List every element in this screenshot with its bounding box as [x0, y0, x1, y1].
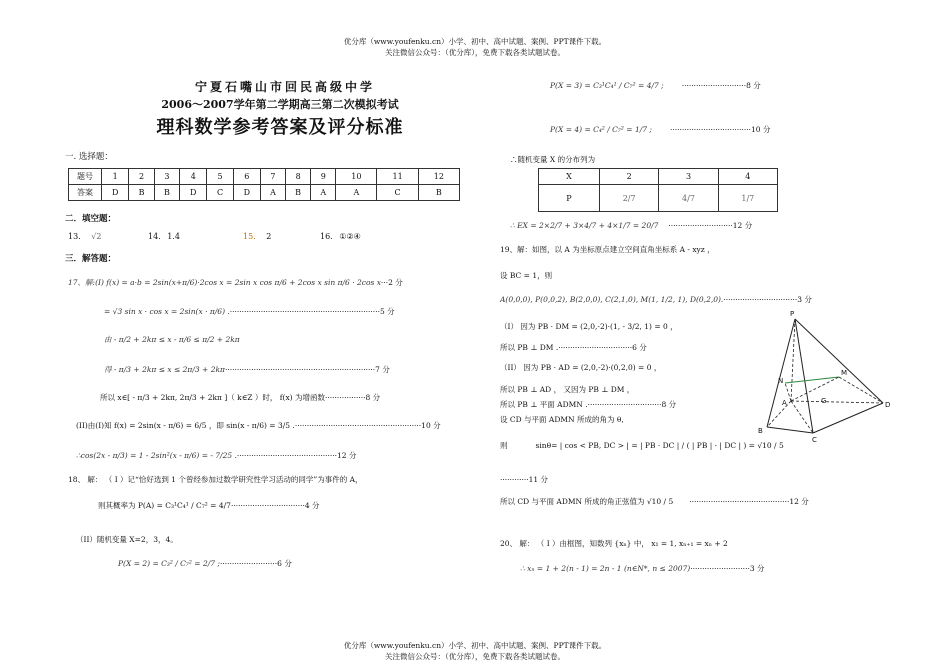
vertex-label-d: D — [885, 401, 891, 409]
score-mark: ·······························································7 分 — [224, 365, 390, 374]
choice-answer: B — [129, 185, 154, 201]
score-mark: ·························3 分 — [690, 564, 765, 573]
score-mark: ·······························4 分 — [230, 501, 320, 510]
footer-line-1: 优分库（www.youfenku.cn）小学、初中、高中试题、案例、PPT课件下载。 — [343, 641, 607, 650]
dist-p-value: 4/7 — [659, 185, 718, 212]
choice-number: 12 — [418, 169, 459, 185]
choice-number-row — [69, 169, 460, 185]
choice-number: 7 — [260, 169, 285, 185]
choice-answer: A — [311, 185, 336, 201]
header-line-1: 优分库（www.youfenku.cn）小学、初中、高中试题、案例、PPT课件下载。 — [343, 37, 607, 46]
choice-answer: D — [233, 185, 260, 201]
q18-line-4 — [118, 558, 292, 569]
edge-nm — [785, 377, 839, 383]
choice-answer: C — [207, 185, 233, 201]
q17-formula: = √3 sin x · cos x = 2sin(x · π/6) . — [104, 307, 230, 316]
choice-answer-table — [68, 168, 460, 201]
q20-line-2 — [520, 563, 765, 574]
school-name: 宁夏石嘴山市回民高级中学 — [194, 80, 375, 94]
q18-formula: P(X = 2) = C₃² / C₇² = 2/7 ; — [118, 559, 220, 568]
edge-am — [791, 377, 839, 401]
edge-ad — [791, 401, 883, 403]
fill-number: 16. — [320, 232, 333, 241]
section-choice-heading: 一. 选择题： — [65, 152, 113, 162]
choice-number: 5 — [207, 169, 233, 185]
vertex-label-a: A — [782, 399, 787, 407]
pyramid-figure — [755, 305, 895, 445]
q19-line-11: ············11 分 — [500, 475, 549, 484]
q19-formula: 所以 PB ⊥ 平面 ADMN . — [500, 400, 588, 409]
fill-answer-16 — [320, 232, 361, 241]
q19-line-5 — [500, 342, 647, 353]
choice-number: 11 — [377, 169, 418, 185]
vertex-label-b: B — [758, 427, 763, 435]
q19-formula: A(0,0,0), P(0,0,2), B(2,0,0), C(2,1,0), M(1, 1/2, 1), D(0,2,0). — [500, 295, 724, 304]
score-mark: ·······························6 分 — [558, 343, 647, 352]
fill-number: 15. — [243, 232, 256, 241]
section-fill-heading: 二．填空题： — [65, 214, 117, 224]
q19-line-10 — [500, 440, 784, 451]
choice-row-label: 答案 — [69, 185, 102, 201]
edge-pb — [767, 319, 795, 427]
choice-answer: A — [260, 185, 285, 201]
q19-line-7: 所以 PB ⊥ AD ， 又因为 PB ⊥ DM ， — [500, 385, 635, 394]
q19-line-4: （I） 因为 PB · DM = (2,0,-2)·(1, - 3/2, 1) = 0 ， — [500, 322, 678, 331]
px4-formula: P(X = 4) = C₄² / C₇² = 1/7 ; — [550, 125, 652, 134]
exam-title: 2006～2007学年第二学期高三第二次模拟考试 — [161, 98, 399, 111]
choice-number: 9 — [311, 169, 336, 185]
distribution-table — [538, 168, 778, 212]
q17-line-7 — [76, 450, 356, 461]
choice-number: 3 — [154, 169, 179, 185]
edge-bc — [767, 427, 813, 433]
vertex-label-g: G — [821, 397, 827, 405]
score-mark: ···························12 分 — [668, 221, 753, 230]
q20-formula: ∴ xₙ = 1 + 2(n - 1) = 2n - 1 (n∈N*, n ≤ 2007) — [520, 564, 691, 573]
score-mark: ··········································12 分 — [689, 497, 809, 506]
fill-value: ①②④ — [339, 232, 361, 241]
fill-answer-15 — [243, 232, 271, 241]
q18-line-3: （II）随机变量 X=2，3，4。 — [76, 535, 178, 544]
q17-line-5 — [100, 392, 380, 403]
dist-p-value: 2/7 — [600, 185, 659, 212]
fill-value: √2 — [91, 232, 102, 241]
score-mark: ·····················································10 分 — [294, 421, 441, 430]
vertex-label-c: C — [812, 436, 817, 444]
dist-x-row — [539, 169, 778, 185]
fill-value: 1.4 — [167, 232, 181, 241]
choice-answer: B — [285, 185, 310, 201]
choice-number: 6 — [233, 169, 260, 185]
dist-x-value: 4 — [718, 169, 777, 185]
edge-pd — [795, 319, 883, 403]
fill-value: 2 — [266, 232, 272, 241]
fill-number: 14. — [148, 232, 161, 241]
q19-line-1: 19、解：如图，以 A 为坐标原点建立空间直角坐标系 A - xyz ， — [500, 245, 715, 254]
q19-line-9: 设 CD 与平面 ADMN 所成的角为 θ, — [500, 415, 624, 424]
dist-p-value: 1/7 — [718, 185, 777, 212]
q19-line-6: （II） 因为 PB · AD = (2,0,-2)·(0,2,0) = 0 ， — [500, 363, 662, 372]
edge-md — [839, 377, 883, 403]
q17-formula: ∴cos(2x - π/3) = 1 - 2sin²(x - π/6) = - 7/25 . — [76, 451, 237, 460]
q17-formula: 得 - π/3 + 2kπ ≤ x ≤ 2π/3 + 2kπ — [104, 365, 225, 374]
expectation-formula: ∴ EX = 2×2/7 + 3×4/7 + 4×1/7 = 20/7 — [510, 221, 659, 230]
q17-line-4 — [104, 364, 390, 375]
q18-formula: 则其概率为 P(A) = C₃¹C₄¹ / C₇² = 4/7 — [98, 501, 231, 510]
q18-line-2 — [98, 500, 320, 511]
score-mark: ························6 分 — [219, 559, 292, 568]
choice-answer: D — [102, 185, 129, 201]
score-mark: ·················8 分 — [325, 393, 381, 402]
choice-number: 2 — [129, 169, 154, 185]
q19-formula: 所以 PB ⊥ DM . — [500, 343, 559, 352]
score-mark: ·······························8 分 — [587, 400, 677, 409]
vertex-label-p: P — [790, 310, 795, 318]
q17-line-3 — [104, 334, 240, 345]
vertex-label-m: M — [841, 369, 848, 377]
choice-answer: A — [336, 185, 377, 201]
q19-conclusion: 所以 CD 与平面 ADMN 所成的角正弦值为 √10 / 5 — [500, 497, 674, 506]
q19-line-8 — [500, 399, 676, 410]
q19-then: 则 — [500, 441, 508, 450]
score-mark: ···························8 分 — [681, 81, 761, 90]
px4-line — [550, 124, 770, 135]
q17-line-2 — [104, 306, 395, 317]
q17-line-6 — [76, 420, 441, 431]
dist-row-label: X — [539, 169, 600, 185]
vertex-label-n: N — [778, 377, 784, 385]
section-solve-heading: 三．解答题： — [65, 254, 117, 264]
dist-row-label: P — [539, 185, 600, 212]
score-mark: ·······························································5 分 — [229, 307, 395, 316]
edge-pc — [795, 319, 813, 433]
q17-line-1 — [68, 277, 403, 288]
choice-number: 1 — [102, 169, 129, 185]
score-mark: ···2 分 — [380, 278, 403, 287]
choice-row-label: 题号 — [69, 169, 102, 185]
q17-formula: 由 - π/2 + 2kπ ≤ x - π/6 ≤ π/2 + 2kπ — [104, 335, 240, 344]
document-title: 理科数学参考答案及评分标准 — [156, 117, 404, 138]
distribution-title: ∴随机变量 X 的分布列为 — [510, 155, 596, 164]
fill-answer-13 — [68, 232, 101, 241]
q19-line-2: 设 BC = 1，则 — [500, 271, 553, 280]
header-line-2: 关注微信公众号：（优分库），免费下载各类试题试卷。 — [385, 48, 565, 57]
choice-answer: D — [180, 185, 207, 201]
dist-x-value: 3 — [659, 169, 718, 185]
fill-number: 13. — [68, 232, 81, 241]
expectation-line — [510, 220, 752, 231]
choice-number: 10 — [336, 169, 377, 185]
q19-line-12 — [500, 496, 809, 507]
q20-line-1: 20、 解： （ I ）由框图，知数列 {xₙ} 中， x₁ = 1, xₙ₊₁ = xₙ + 2 — [500, 539, 728, 548]
score-mark: ··································10 分 — [669, 125, 771, 134]
choice-answer-row — [69, 185, 460, 201]
q19-sine-formula: sinθ= | cos < PB, DC > | = | PB · DC | / ( | PB | · | DC | ) = √10 / 5 — [535, 441, 784, 450]
dist-x-value: 2 — [600, 169, 659, 185]
q19-line-3 — [500, 294, 812, 305]
choice-number: 8 — [285, 169, 310, 185]
choice-number: 4 — [180, 169, 207, 185]
q18-line-1: 18、 解： （ I ）记“恰好选到 1 个曾经参加过数学研究性学习活动的同学”为事件的 A， — [68, 475, 363, 484]
score-mark: ··········································12 分 — [236, 451, 357, 460]
q17-formula: 所以 x∈[ - π/3 + 2kπ, 2π/3 + 2kπ ]（ k∈Z ）时， f(x) 为增函数 — [100, 393, 325, 402]
fill-answer-14 — [148, 232, 180, 241]
score-mark: ·······························3 分 — [723, 295, 812, 304]
px3-line — [550, 80, 761, 91]
dist-p-row — [539, 185, 778, 212]
q17-formula: 17、解:(I) f(x) = a·b = 2sin(x+π/6)·2cos x = 2sin x cos π/6 + 2cos x sin π/6 · 2cos x — [68, 278, 381, 287]
choice-answer: C — [377, 185, 418, 201]
q17-formula: (II)由(I)知 f(x) = 2sin(x - π/6) = 6/5 ，即 sin(x - π/6) = 3/5 . — [76, 421, 295, 430]
choice-answer: B — [418, 185, 459, 201]
footer-line-2: 关注微信公众号：（优分库），免费下载各类试题试卷。 — [385, 652, 565, 661]
px3-formula: P(X = 3) = C₃¹C₄¹ / C₇² = 4/7 ; — [550, 81, 664, 90]
edge-cd — [813, 403, 883, 433]
edge-ac — [791, 401, 813, 433]
choice-answer: B — [154, 185, 179, 201]
